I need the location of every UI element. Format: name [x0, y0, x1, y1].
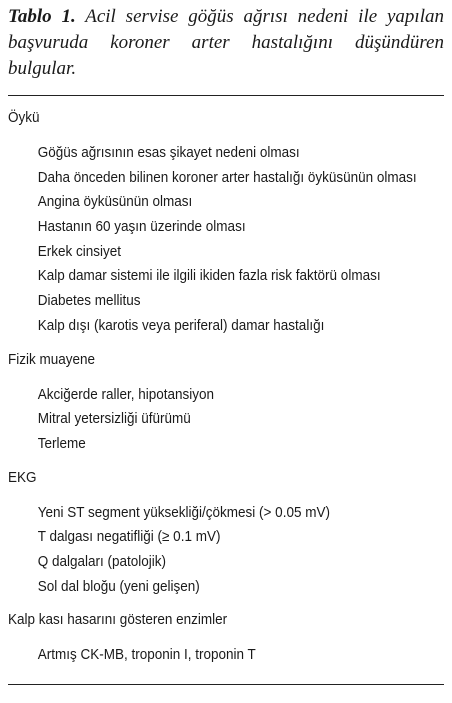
section-items [8, 501, 400, 600]
list-item: Mitral yetersizliği üfürümü [37, 410, 191, 428]
section-items [8, 643, 400, 668]
table-caption-label: Tablo 1. [8, 6, 76, 27]
table-caption [8, 4, 444, 82]
list-item: Terleme [37, 434, 86, 452]
bottom-rule [8, 684, 444, 685]
section-fizik-muayene [8, 349, 400, 457]
table-caption-text: Acil servise göğüs ağrısı nedeni ile yapılan başvuruda koroner arter hastalığını düşündüren bulgular. [8, 6, 444, 79]
section-enzimler [8, 609, 400, 668]
list-item: Sol dal bloğu (yeni gelişen) [37, 577, 200, 595]
list-item: Diabetes mellitus [37, 292, 141, 310]
section-items [8, 141, 417, 339]
table-body [8, 107, 417, 678]
list-item: Kalp dışı (karotis veya periferal) damar hastalığı [37, 316, 325, 334]
section-title: Öykü [8, 109, 40, 126]
list-item: T dalgası negatifliği (≥ 0.1 mV) [37, 528, 221, 546]
list-item: Kalp damar sistemi ile ilgili ikiden fazla risk faktörü olması [37, 267, 381, 285]
section-items [8, 383, 400, 457]
section-ekg [8, 467, 400, 600]
list-item: Daha önceden bilinen koroner arter hastalığı öyküsünün olması [37, 168, 417, 186]
list-item: Erkek cinsiyet [37, 242, 121, 260]
list-item: Angina öyküsünün olması [37, 193, 193, 211]
section-oyku [8, 107, 417, 339]
list-item: Akciğerde raller, hipotansiyon [37, 385, 215, 403]
list-item: Yeni ST segment yüksekliği/çökmesi (> 0.05 mV) [37, 503, 330, 521]
list-item: Q dalgaları (patolojik) [37, 552, 167, 570]
section-title: EKG [8, 468, 37, 486]
list-item: Göğüs ağrısının esas şikayet nedeni olması [37, 144, 300, 161]
section-title: Fizik muayene [8, 350, 96, 368]
top-rule [8, 95, 444, 96]
list-item: Artmış CK-MB, troponin I, troponin T [37, 646, 256, 664]
section-title: Kalp kası hasarını gösteren enzimler [8, 611, 228, 629]
list-item: Hastanın 60 yaşın üzerinde olması [37, 218, 246, 236]
